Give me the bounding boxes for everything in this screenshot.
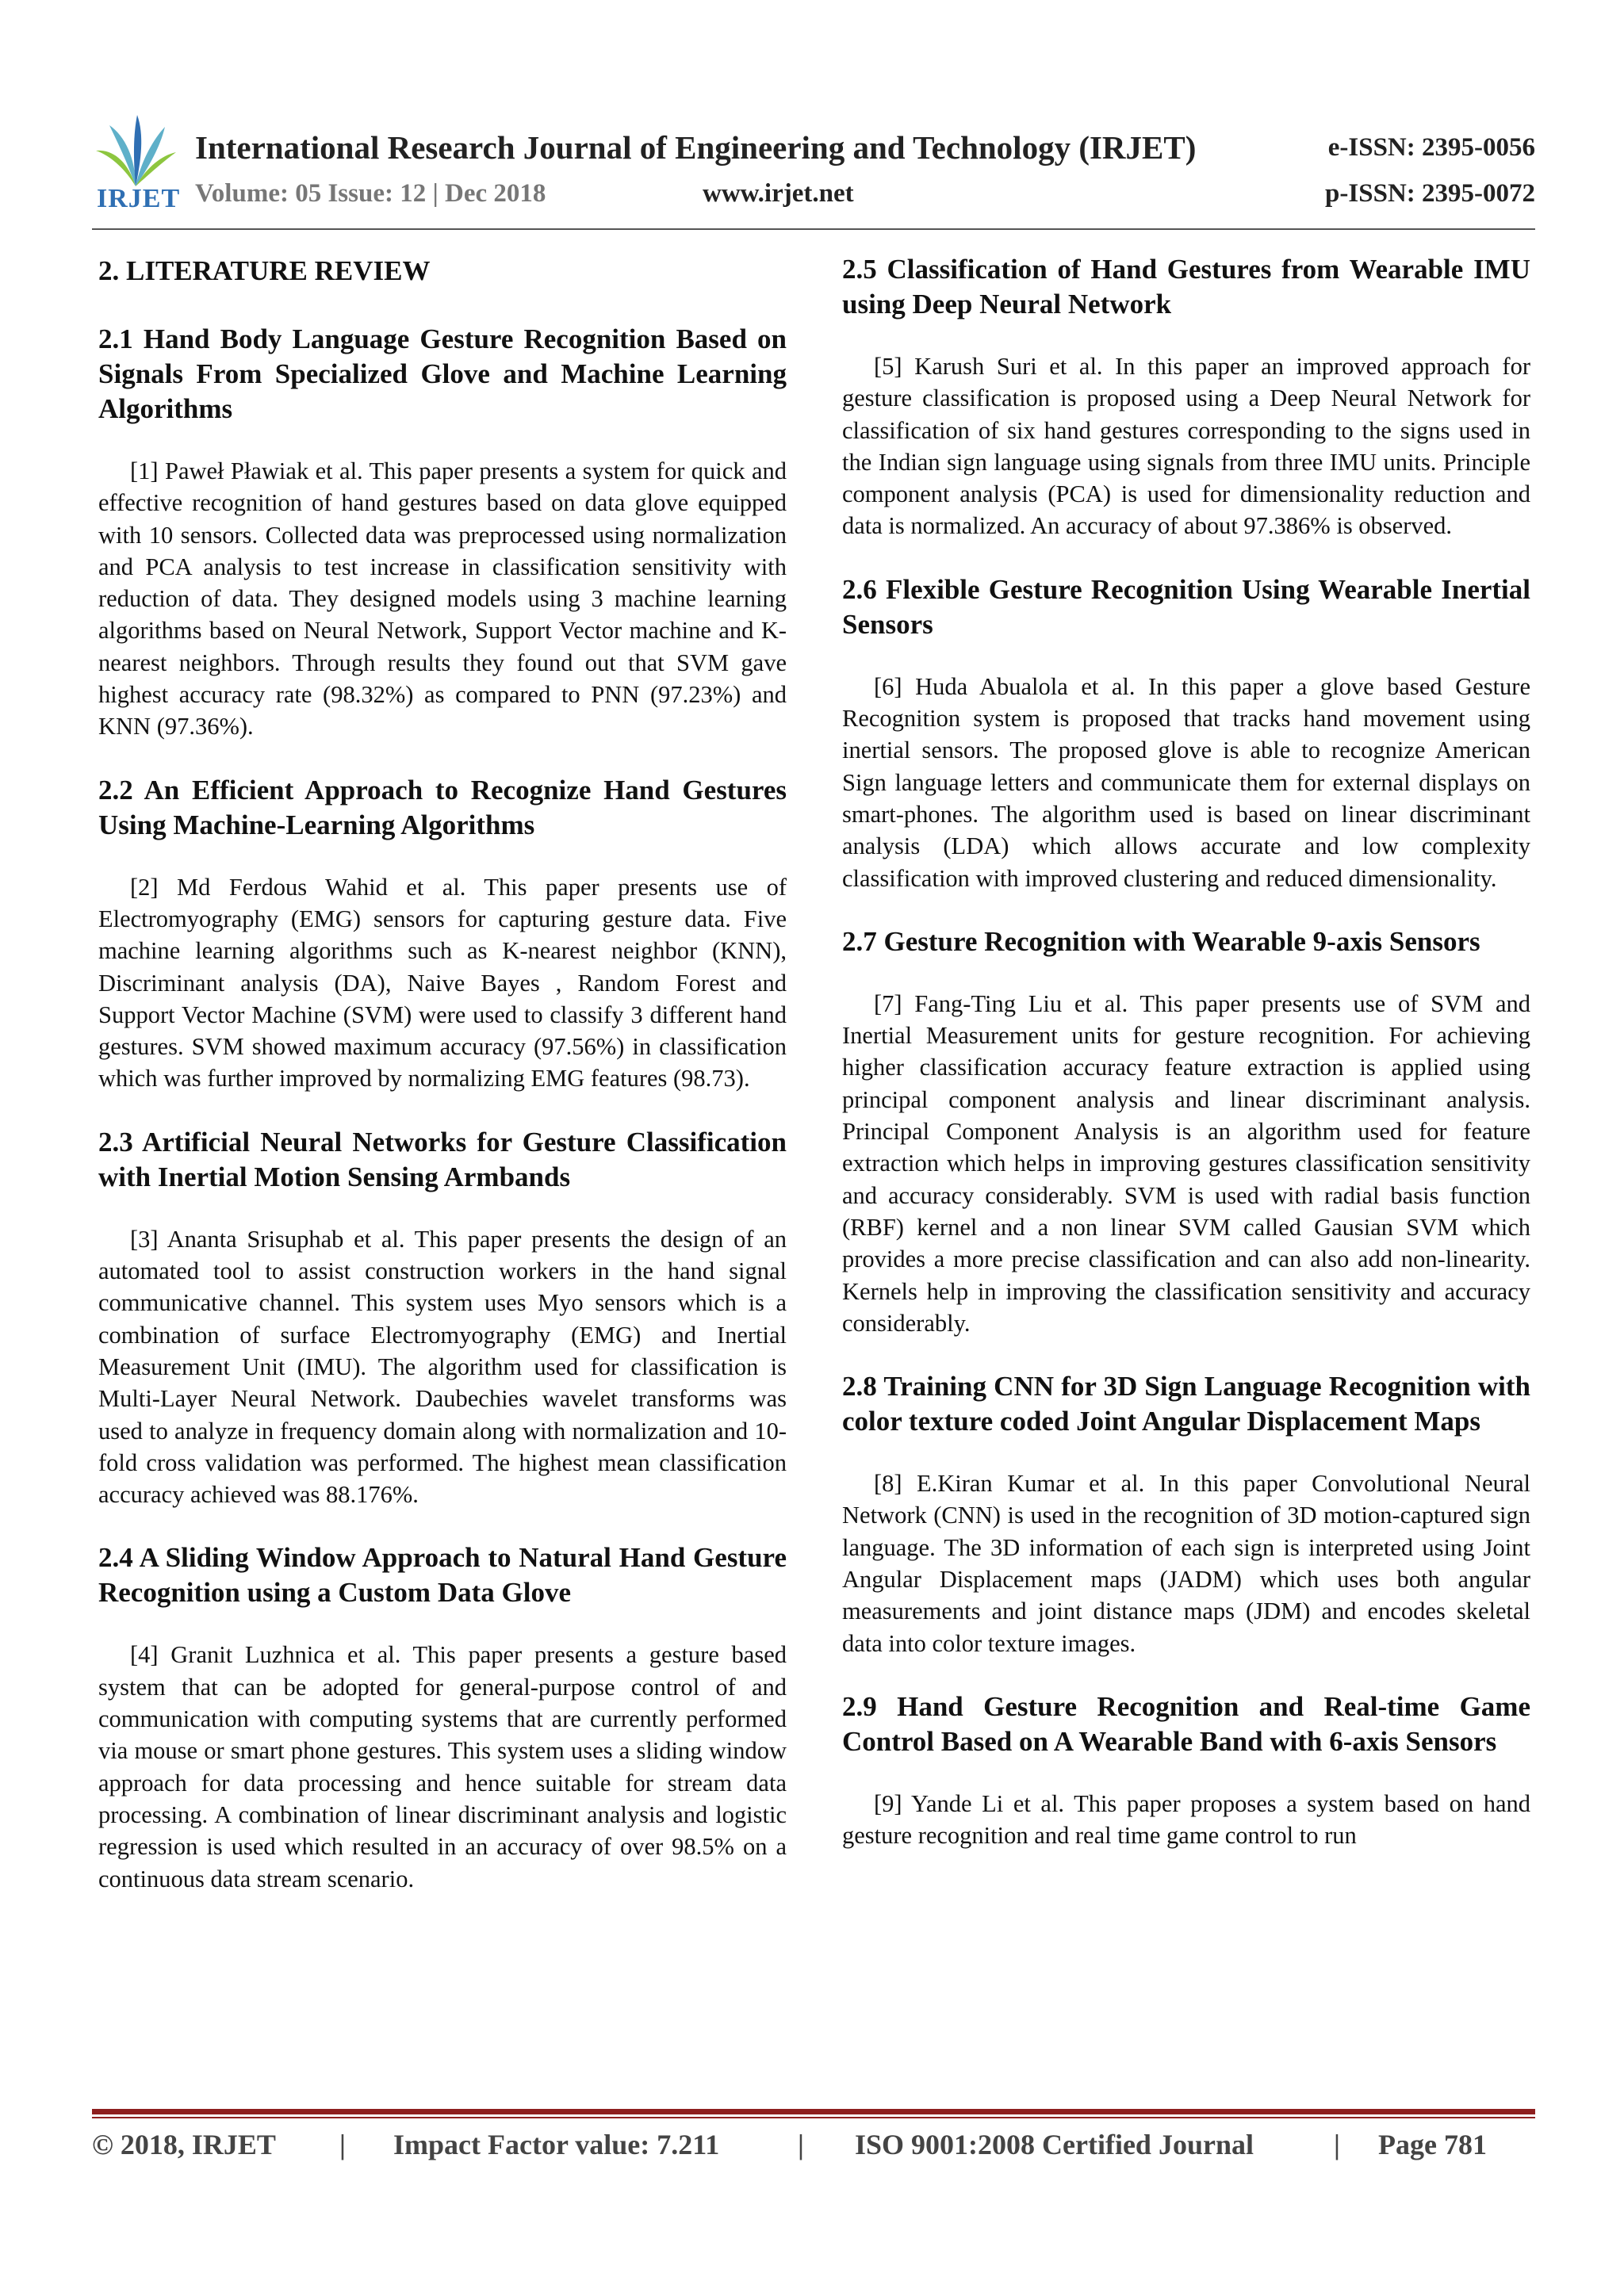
footer-iso: ISO 9001:2008 Certified Journal	[855, 2129, 1254, 2160]
footer-copyright: © 2018, IRJET	[92, 2129, 276, 2160]
logo-leaf-icon	[92, 111, 179, 190]
footer-separator: |	[798, 2129, 804, 2160]
section-heading-2-6: 2.6 Flexible Gesture Recognition Using Wearable Inertial Sensors	[842, 573, 1530, 640]
journal-title: International Research Journal of Engineering and Technology (IRJET)	[195, 129, 1197, 166]
section-heading-2-7: 2.7 Gesture Recognition with Wearable 9-axis Sensors	[842, 925, 1480, 957]
section-body-2-3: [3] Ananta Srisuphab et al. This paper presents the design of an automated tool to assist construction workers in the hand signal communicative channel. This system uses Myo sensors which is a combination of surface Electromyography (EMG) and Inertial Measurement Unit (IMU). The algorithm used for classification is Multi-Layer Neural Network. Daubechies wavelet transforms was used to analyze in frequency domain along with normalization and 10-fold cross validation was performed. The highest mean classification accuracy achieved was 88.176%.	[98, 1225, 787, 1509]
journal-pissn: p-ISSN: 2395-0072	[1325, 179, 1535, 208]
section-body-2-9: [9] Yande Li et al. This paper proposes a system based on hand gesture recognition and real time game control to run	[842, 1789, 1530, 1850]
section-body-2-7: [7] Fang-Ting Liu et al. This paper presents use of SVM and Inertial Measurement units for gesture recognition. For achieving higher classification accuracy feature extraction is applied using principal component analysis and linear discriminant analysis. Principal Component Analysis is an algorithm used for feature extraction which helps in improving gestures classification sensitivity and accuracy considerably. SVM is used with radial basis function (RBF) kernel and a non linear SVM called Gausian SVM which provides a more precise classification and can also add non-linearity. Kernels help in improving the classification sensitivity and accuracy considerably.	[842, 989, 1530, 1337]
journal-website-link[interactable]: www.irjet.net	[703, 179, 854, 208]
section-body-2-8: [8] E.Kiran Kumar et al. In this paper Convolutional Neural Network (CNN) is used in the recognition of 3D motion-captured sign language. The 3D information of each sign is interpreted using Joint Angular Displacement maps (JADM) which uses both angular measurements and joint distance maps (JDM) and encodes skeletal data into color texture images.	[842, 1470, 1530, 1657]
journal-volume: Volume: 05 Issue: 12 | Dec 2018	[195, 179, 546, 208]
irjet-logo	[92, 111, 179, 214]
footer-separator: |	[1334, 2129, 1340, 2160]
section-body-2-5: [5] Karush Suri et al. In this paper an improved approach for gesture classification is proposed using a Deep Neural Network for classification of six hand gestures corresponding to the signs used in the Indian sign language using signals from three IMU units. Principle component analysis (PCA) is used for dimensionality reduction and data is normalized. An accuracy of about 97.386% is observed.	[842, 353, 1530, 540]
footer-impact-factor: Impact Factor value: 7.211	[393, 2129, 720, 2160]
footer-page-number: Page 781	[1378, 2129, 1487, 2160]
section-body-2-2: [2] Md Ferdous Wahid et al. This paper presents use of Electromyography (EMG) sensors for capturing gesture data. Five machine learning algorithms such as K-nearest neighbor (KNN), Discriminant analysis (DA), Naive Bayes , Random Forest and Support Vector Machine (SVM) were used to classify 3 different hand gestures. SVM showed maximum accuracy (97.56%) in classification which was further improved by normalizing EMG features (98.73).	[98, 873, 787, 1093]
journal-eissn: e-ISSN: 2395-0056	[1327, 133, 1535, 162]
section-body-2-1: [1] Paweł Pławiak et al. This paper presents a system for quick and effective recognition of hand gestures based on data glove equipped with 10 sensors. Collected data was preprocessed using normalization and PCA analysis to test increase in classification sensitivity with reduction of data. They designed models using 3 machine learning algorithms based on Neural Network, Support Vector machine and K-nearest neighbors. Through results they found out that SVM gave highest accuracy rate (98.32%) as compared to PNN (97.23%) and KNN (97.36%).	[98, 457, 787, 740]
section-heading-2-1: 2.1 Hand Body Language Gesture Recognition Based on Signals From Specialized Glove and Machine Learning Algorithms	[98, 323, 787, 424]
section-body-2-6: [6] Huda Abualola et al. In this paper a glove based Gesture Recognition system is proposed that tracks hand movement using inertial sensors. The proposed glove is able to recognize American Sign language letters and communicate them for external displays on smart-phones. The algorithm used is based on linear discriminant analysis (LDA) which allows accurate and low complexity classification with improved clustering and reduced dimensionality.	[842, 672, 1530, 892]
section-body-2-4: [4] Granit Luzhnica et al. This paper presents a gesture based system that can be adopted for general-purpose control of and communication with computing systems that are currently performed via mouse or smart phone gestures. This system uses a sliding window approach for data processing and hence suitable for stream data processing. A combination of linear discriminant analysis and logistic regression is used which resulted in an accuracy of over 98.5% on a continuous data stream scenario.	[98, 1641, 787, 1892]
footer-divider-thin	[92, 2117, 1535, 2118]
section-heading-2-4: 2.4 A Sliding Window Approach to Natural Hand Gesture Recognition using a Custom Data Glove	[98, 1542, 787, 1609]
left-column	[98, 252, 787, 1925]
section-heading-2-3: 2.3 Artificial Neural Networks for Gesture Classification with Inertial Motion Sensing Armbands	[98, 1126, 787, 1192]
page-footer	[92, 2128, 1535, 2168]
right-column	[842, 252, 1530, 1882]
section-heading-2-2: 2.2 An Efficient Approach to Recognize Hand Gestures Using Machine-Learning Algorithms	[98, 774, 787, 840]
section-heading-2-9: 2.9 Hand Gesture Recognition and Real-time Game Control Based on A Wearable Band with 6-axis Sensors	[842, 1690, 1530, 1757]
footer-separator: |	[339, 2129, 346, 2160]
section-heading-2-8: 2.8 Training CNN for 3D Sign Language Recognition with color texture coded Joint Angular Displacement Maps	[842, 1371, 1530, 1437]
header-divider	[92, 228, 1535, 230]
page-header	[92, 111, 1535, 230]
logo-text: IRJET	[97, 184, 181, 213]
footer-divider-thick	[92, 2109, 1535, 2114]
main-heading: 2. LITERATURE REVIEW	[98, 255, 431, 286]
section-heading-2-5: 2.5 Classification of Hand Gestures from Wearable IMU using Deep Neural Network	[842, 254, 1530, 320]
